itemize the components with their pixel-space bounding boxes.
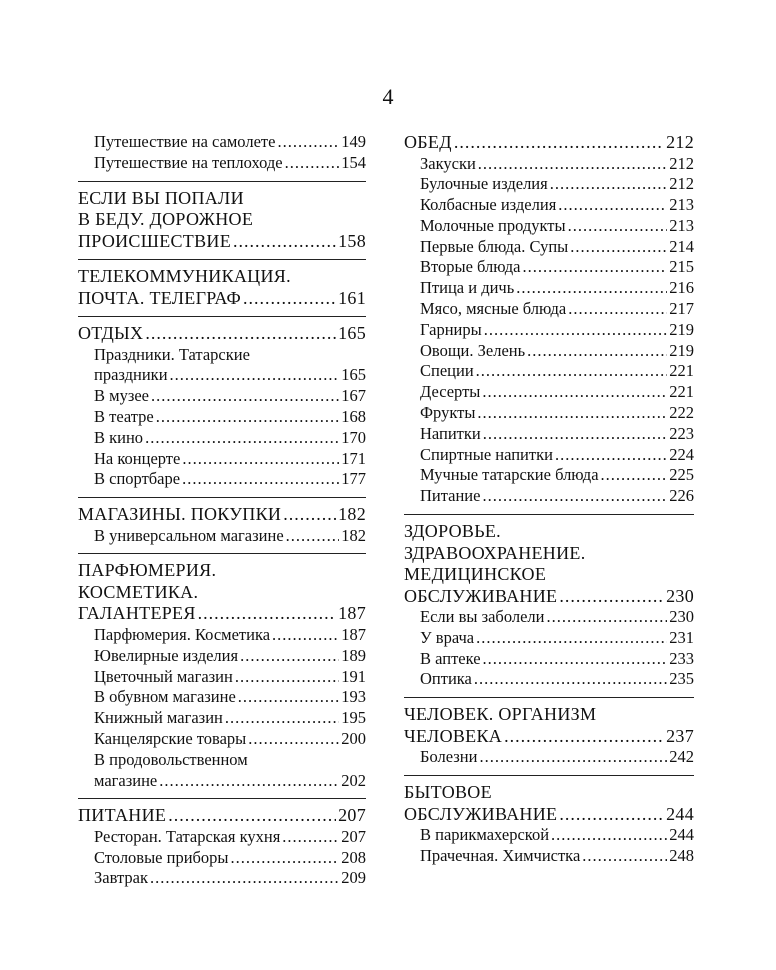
toc-entry-main-courses[interactable] (404, 257, 694, 278)
entry-title: праздники (94, 365, 168, 385)
leader-dots (243, 288, 336, 310)
toc-entry-optics[interactable] (404, 669, 694, 690)
entry-title: Столовые приборы (94, 847, 229, 867)
leader-dots (145, 323, 336, 345)
entry-title: В универсальном магазине (94, 525, 284, 545)
entry-title: ПИТАНИЕ (78, 805, 167, 826)
toc-section-perfumery-line2: КОСМЕТИКА. (78, 581, 199, 602)
toc-section-perfumery-line1: ПАРФЮМЕРИЯ. (78, 560, 217, 581)
leader-dots (283, 504, 336, 526)
leader-dots (285, 153, 340, 174)
section-divider (78, 798, 366, 799)
toc-entry-garnish[interactable] (404, 320, 694, 341)
entry-title: Цветочный магазин (94, 666, 233, 686)
entry-page: 212 (669, 174, 694, 194)
entry-page: 233 (669, 648, 694, 668)
toc-entry-tatar-dough[interactable] (404, 465, 694, 486)
leader-dots (233, 231, 336, 253)
toc-entry-concert[interactable] (78, 449, 366, 470)
entry-title: В театре (94, 406, 154, 426)
toc-entry-cutlery[interactable] (78, 848, 366, 869)
entry-title: Гарниры (420, 319, 482, 339)
entry-title: ОБСЛУЖИВАНИЕ (404, 585, 558, 606)
entry-title: На концерте (94, 448, 181, 468)
leader-dots (482, 382, 667, 403)
leader-dots (559, 804, 664, 826)
toc-entry-theatre[interactable] (78, 407, 366, 428)
toc-entry-bakery[interactable] (404, 174, 694, 195)
entry-title: У врача (420, 627, 475, 647)
entry-page: 217 (669, 299, 694, 319)
leader-dots (231, 848, 340, 869)
entry-page: 231 (669, 627, 694, 647)
leader-dots (474, 669, 667, 690)
entry-title: ОБЕД (404, 132, 452, 152)
leader-dots (482, 486, 667, 507)
leader-dots (454, 132, 664, 154)
toc-section-human[interactable] (404, 726, 694, 748)
section-divider (78, 316, 366, 317)
entry-title: Закуски (420, 153, 476, 173)
toc-entry-soups[interactable] (404, 237, 694, 258)
leader-dots (477, 403, 667, 424)
toc-section-perfumery[interactable] (78, 603, 366, 625)
entry-page: 225 (669, 465, 694, 485)
entry-page: 182 (341, 525, 366, 545)
toc-section-health-line3: МЕДИЦИНСКОЕ (404, 564, 547, 585)
toc-entry-snacks[interactable] (404, 154, 694, 175)
entry-page: 215 (669, 257, 694, 277)
leader-dots (225, 708, 339, 729)
entry-page: 219 (669, 340, 694, 360)
entry-page: 230 (669, 607, 694, 627)
entry-title: Овощи. Зелень (420, 340, 526, 360)
leader-dots (516, 278, 667, 299)
entry-page: 149 (341, 132, 366, 151)
toc-section-lunch[interactable] (404, 132, 694, 154)
leader-dots (235, 667, 339, 688)
entry-title: Колбасные изделия (420, 195, 557, 215)
entry-title: Ресторан. Татарская кухня (94, 826, 281, 846)
toc-entry-holidays[interactable] (78, 365, 366, 386)
entry-page: 223 (669, 423, 694, 443)
entry-page: 212 (669, 153, 694, 173)
toc-section-health[interactable] (404, 586, 694, 608)
entry-page: 221 (669, 382, 694, 402)
entry-page: 221 (669, 361, 694, 381)
entry-title: Вторые блюда (420, 257, 521, 277)
toc-entry-museum[interactable] (78, 386, 366, 407)
entry-page: 154 (341, 152, 366, 172)
leader-dots (170, 365, 340, 386)
toc-entry-grocery-line1: В продовольственном (94, 749, 248, 769)
entry-title: В спортбаре (94, 469, 181, 489)
entry-page: 200 (341, 728, 366, 748)
entry-page: 244 (666, 803, 694, 824)
toc-entry-spirits[interactable] (404, 445, 694, 466)
toc-entry-meat[interactable] (404, 299, 694, 320)
leader-dots (151, 386, 339, 407)
leader-dots (551, 825, 667, 846)
entry-title: Питание (420, 486, 481, 506)
toc-entry-stationery[interactable] (78, 729, 366, 750)
entry-page: 158 (338, 230, 366, 251)
entry-page: 208 (341, 847, 366, 867)
entry-title: Канцелярские товары (94, 728, 247, 748)
leader-dots (550, 174, 668, 195)
entry-page: 161 (338, 287, 366, 308)
entry-title: В парикмахерской (420, 825, 550, 845)
entry-title: Птица и дичь (420, 278, 515, 298)
leader-dots (568, 216, 668, 237)
toc-section-health-line2: ЗДРАВООХРАНЕНИЕ. (404, 542, 586, 563)
toc-entry-holidays-line1: Праздники. Татарские (94, 344, 250, 364)
toc-entry-vegetables[interactable] (404, 341, 694, 362)
entry-title: Спиртные напитки (420, 444, 553, 464)
entry-title: ЧЕЛОВЕКА (404, 725, 503, 746)
entry-page: 224 (669, 444, 694, 464)
entry-page: 165 (341, 365, 366, 385)
entry-page: 189 (341, 645, 366, 665)
section-divider (78, 259, 366, 260)
entry-page: 191 (341, 666, 366, 686)
leader-dots (527, 341, 667, 362)
entry-page: 177 (341, 469, 366, 489)
entry-page: 213 (669, 215, 694, 235)
toc-column-right (404, 132, 694, 867)
entry-page: 235 (669, 669, 694, 689)
toc-entry-spices[interactable] (404, 361, 694, 382)
toc-entry-hairdresser[interactable] (404, 825, 694, 846)
toc-section-telecom-line1: ТЕЛЕКОММУНИКАЦИЯ. (78, 266, 291, 287)
section-divider (404, 775, 694, 776)
leader-dots (156, 407, 340, 428)
entry-page: 237 (666, 725, 694, 746)
entry-title: Прачечная. Химчистка (420, 845, 581, 865)
entry-page: 171 (341, 448, 366, 468)
entry-page: 202 (341, 770, 366, 790)
leader-dots (182, 469, 339, 490)
toc-entry-travel-ship[interactable] (78, 153, 366, 174)
entry-title: ГАЛАНТЕРЕЯ (78, 603, 196, 624)
entry-page: 222 (669, 403, 694, 423)
leader-dots (145, 428, 339, 449)
leader-dots (559, 586, 664, 608)
toc-section-telecom[interactable] (78, 288, 366, 310)
entry-page: 170 (341, 427, 366, 447)
toc-column-left (78, 132, 366, 889)
section-divider (78, 497, 366, 498)
page-number: 4 (382, 84, 394, 109)
toc-entry-drinks[interactable] (404, 424, 694, 445)
entry-title: Путешествие на теплоходе (94, 152, 283, 172)
leader-dots (272, 625, 339, 646)
entry-page: 214 (669, 236, 694, 256)
leader-dots (286, 526, 340, 547)
section-divider (404, 697, 694, 698)
leader-dots (484, 320, 668, 341)
leader-dots (478, 154, 667, 175)
toc-entry-diseases[interactable] (404, 747, 694, 768)
toc-section-rest[interactable] (78, 323, 366, 345)
toc-entry-restaurant[interactable] (78, 827, 366, 848)
leader-dots (601, 465, 668, 486)
leader-dots (150, 868, 339, 889)
entry-page: 207 (338, 805, 366, 826)
entry-title: Путешествие на самолете (94, 132, 276, 151)
leader-dots (546, 607, 667, 628)
leader-dots (558, 195, 667, 216)
toc-section-shops[interactable] (78, 504, 366, 526)
leader-dots (182, 449, 339, 470)
toc-section-health-line1: ЗДОРОВЬЕ. (404, 521, 501, 542)
entry-title: Книжный магазин (94, 708, 223, 728)
toc-section-human-line1: ЧЕЛОВЕК. ОРГАНИЗМ (404, 704, 597, 725)
entry-title: Фрукты (420, 403, 476, 423)
entry-title: Ювелирные изделия (94, 645, 239, 665)
entry-title: магазине (94, 770, 158, 790)
entry-title: В кино (94, 427, 144, 447)
entry-page: 212 (666, 132, 694, 152)
entry-title: Булочные изделия (420, 174, 548, 194)
leader-dots (476, 361, 668, 382)
entry-title: ПОЧТА. ТЕЛЕГРАФ (78, 287, 242, 308)
entry-title: В музее (94, 386, 149, 406)
entry-page: 182 (338, 504, 366, 525)
entry-page: 242 (669, 747, 694, 767)
entry-title: Напитки (420, 423, 481, 443)
entry-title: Если вы заболели (420, 607, 545, 627)
toc-entry-desserts[interactable] (404, 382, 694, 403)
entry-title: Первые блюда. Супы (420, 236, 569, 256)
toc-entry-department-store[interactable] (78, 526, 366, 547)
toc-section-trouble[interactable] (78, 231, 366, 253)
toc-entry-sportbar[interactable] (78, 469, 366, 490)
entry-page: 167 (341, 386, 366, 406)
toc-section-food[interactable] (78, 805, 366, 827)
toc-entry-dairy[interactable] (404, 216, 694, 237)
entry-page: 187 (338, 603, 366, 624)
entry-page: 216 (669, 278, 694, 298)
toc-entry-cinema[interactable] (78, 428, 366, 449)
entry-title: ПРОИСШЕСТВИЕ (78, 230, 231, 251)
entry-page: 244 (669, 825, 694, 845)
leader-dots (504, 726, 664, 748)
entry-title: Мясо, мясные блюда (420, 299, 567, 319)
entry-page: 248 (669, 845, 694, 865)
leader-dots (483, 649, 668, 670)
entry-page: 193 (341, 687, 366, 707)
leader-dots (282, 827, 339, 848)
entry-page: 230 (666, 585, 694, 606)
entry-title: Мучные татарские блюда (420, 465, 599, 485)
entry-title: В аптеке (420, 648, 481, 668)
toc-section-services-line1: БЫТОВОЕ (404, 782, 492, 803)
leader-dots (570, 237, 667, 258)
entry-page: 195 (341, 708, 366, 728)
entry-page: 213 (669, 195, 694, 215)
toc-entry-nutrition[interactable] (404, 486, 694, 507)
entry-title: В обувном магазине (94, 687, 236, 707)
entry-title: ОБСЛУЖИВАНИЕ (404, 803, 558, 824)
leader-dots (476, 628, 667, 649)
entry-title: Болезни (420, 747, 478, 767)
entry-title: ОТДЫХ (78, 323, 144, 344)
toc-entry-laundry[interactable] (404, 846, 694, 867)
entry-title: Специи (420, 361, 474, 381)
leader-dots (582, 846, 667, 867)
entry-page: 207 (341, 826, 366, 846)
leader-dots (555, 445, 667, 466)
leader-dots (159, 771, 339, 792)
toc-entry-shoes[interactable] (78, 687, 366, 708)
toc-entry-ill[interactable] (404, 607, 694, 628)
leader-dots (483, 424, 668, 445)
section-divider (78, 553, 366, 554)
toc-entry-poultry[interactable] (404, 278, 694, 299)
section-divider (78, 181, 366, 182)
entry-title: Молочные продукты (420, 215, 566, 235)
toc-entry-doctor[interactable] (404, 628, 694, 649)
toc-entry-breakfast[interactable] (78, 868, 366, 889)
leader-dots (277, 132, 339, 153)
section-divider (404, 514, 694, 515)
entry-title: МАГАЗИНЫ. ПОКУПКИ (78, 504, 282, 525)
toc-entry-flowers[interactable] (78, 667, 366, 688)
toc-entry-fruits[interactable] (404, 403, 694, 424)
leader-dots (479, 747, 667, 768)
toc-section-trouble-line1: ЕСЛИ ВЫ ПОПАЛИ (78, 187, 244, 208)
entry-title: Завтрак (94, 868, 148, 888)
entry-page: 226 (669, 486, 694, 506)
entry-page: 219 (669, 319, 694, 339)
entry-title: Десерты (420, 382, 481, 402)
leader-dots (248, 729, 339, 750)
entry-title: Парфюмерия. Косметика (94, 624, 271, 644)
leader-dots (522, 257, 667, 278)
leader-dots (240, 646, 339, 667)
entry-page: 168 (341, 406, 366, 426)
toc-entry-travel-plane[interactable] (78, 132, 366, 153)
toc-entry-sausages[interactable] (404, 195, 694, 216)
toc-entry-jewelry[interactable] (78, 646, 366, 667)
toc-section-services[interactable] (404, 804, 694, 826)
toc-entry-grocery[interactable] (78, 771, 366, 792)
toc-entry-books[interactable] (78, 708, 366, 729)
leader-dots (198, 603, 336, 625)
entry-page: 165 (338, 323, 366, 344)
entry-page: 209 (341, 868, 366, 888)
leader-dots (568, 299, 667, 320)
leader-dots (168, 805, 336, 827)
toc-entry-pharmacy[interactable] (404, 649, 694, 670)
leader-dots (238, 687, 339, 708)
toc-section-trouble-line2: В БЕДУ. ДОРОЖНОЕ (78, 209, 254, 230)
entry-title: Оптика (420, 669, 472, 689)
toc-entry-perfumery[interactable] (78, 625, 366, 646)
entry-page: 187 (341, 624, 366, 644)
